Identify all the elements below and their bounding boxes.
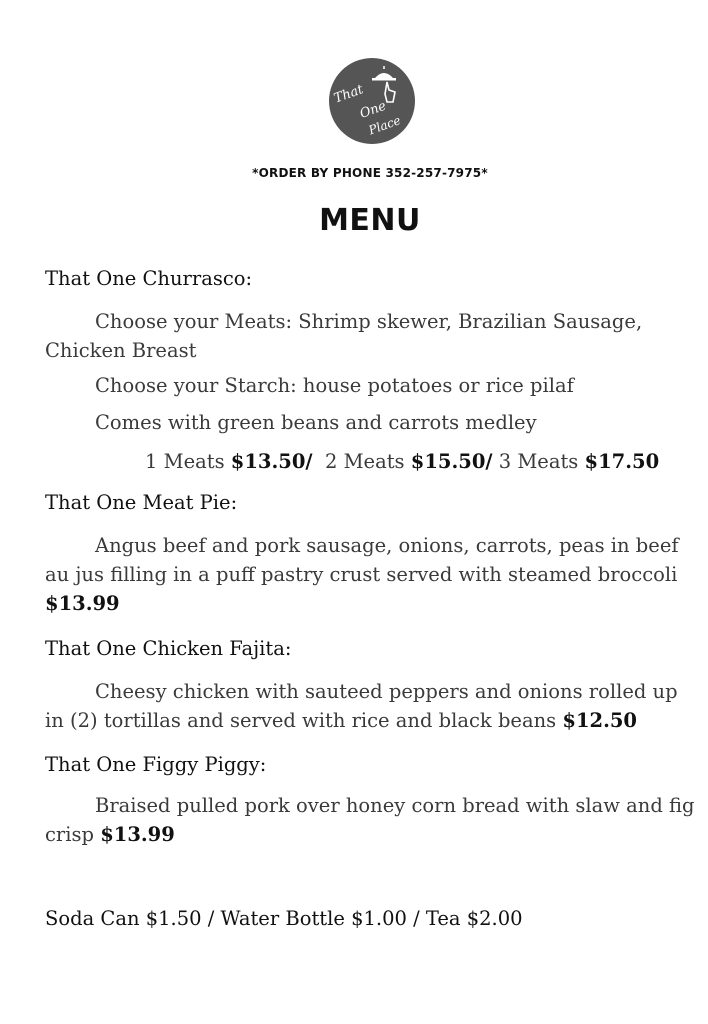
figgy-desc-text: Braised pulled pork over honey corn bread with slaw and fig crisp bbox=[45, 794, 695, 846]
fajita-price: $12.50 bbox=[562, 709, 638, 732]
option-3-label: 3 Meats bbox=[498, 450, 579, 473]
drinks-line: Soda Can $1.50 / Water Bottle $1.00 / Tea $2.00 bbox=[45, 907, 523, 930]
meat-pie-desc-text: Angus beef and pork sausage, onions, carrots, peas in beef au jus filling in a puff pastry crust served with steamed broccoli bbox=[45, 534, 679, 586]
figgy-piggy-heading: That One Figgy Piggy: bbox=[45, 753, 267, 776]
page-title: MENU bbox=[319, 203, 421, 238]
option-2-label: 2 Meats bbox=[324, 450, 405, 473]
meat-pie-price: $13.99 bbox=[45, 592, 120, 615]
option-2-price: $15.50/ bbox=[410, 450, 493, 473]
logo-word-2: One bbox=[357, 98, 389, 122]
option-3-price: $17.50 bbox=[584, 450, 660, 473]
fajita-heading: That One Chicken Fajita: bbox=[45, 637, 292, 660]
churrasco-starch: Choose your Starch: house potatoes or rice pilaf bbox=[95, 374, 574, 397]
logo-word-3: Place bbox=[366, 113, 403, 138]
churrasco-price-options bbox=[145, 447, 705, 476]
option-1-label: 1 Meats bbox=[145, 450, 225, 473]
churrasco-heading: That One Churrasco: bbox=[45, 267, 253, 290]
logo-word-1: That bbox=[332, 82, 366, 107]
logo-artwork-icon bbox=[329, 58, 415, 144]
churrasco-meats: Choose your Meats: Shrimp skewer, Brazilian Sausage, Chicken Breast bbox=[45, 310, 643, 362]
churrasco-sides: Comes with green beans and carrots medley bbox=[95, 411, 537, 434]
meat-pie-description bbox=[45, 531, 695, 618]
fajita-description bbox=[45, 677, 695, 735]
option-1-price: $13.50/ bbox=[230, 450, 313, 473]
restaurant-logo bbox=[329, 58, 415, 144]
meat-pie-heading: That One Meat Pie: bbox=[45, 491, 238, 514]
figgy-piggy-description bbox=[45, 791, 695, 849]
figgy-piggy-price: $13.99 bbox=[100, 823, 175, 846]
fajita-desc-text: Cheesy chicken with sauteed peppers and onions rolled up in (2) tortillas and served with rice and black beans bbox=[45, 680, 678, 732]
order-by-phone-notice: *ORDER BY PHONE 352-257-7975* bbox=[252, 166, 488, 180]
